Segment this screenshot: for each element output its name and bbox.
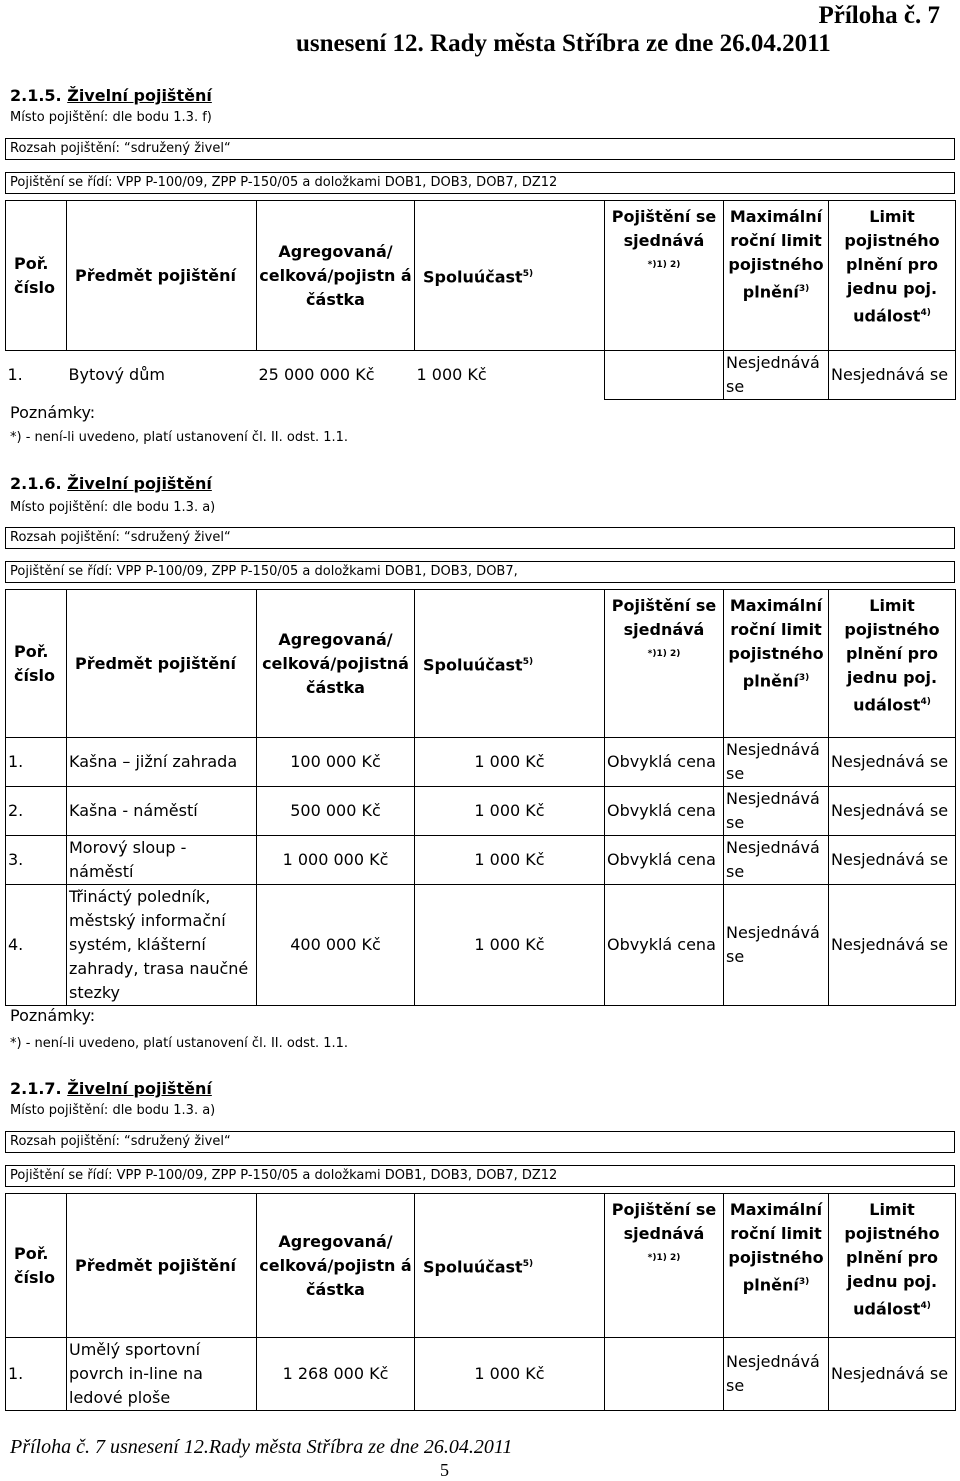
notes-text: *) - není-li uvedeno, platí ustanovení čl. II. odst. 1.1. <box>10 430 349 445</box>
row-limit: Nesjednává se <box>829 787 956 836</box>
section-name: Živelní pojištění <box>67 474 212 493</box>
notes-text: *) - není-li uvedeno, platí ustanovení čl. II. odst. 1.1. <box>10 1036 349 1051</box>
row-max: Nesjednává se <box>724 836 829 885</box>
row-no: 4. <box>6 885 67 1006</box>
col-sjednava: Pojištění se sjednává $^{*)1) 2)}$ <box>605 1194 724 1338</box>
row-basis <box>605 1338 724 1411</box>
row-amount: 100 000 Kč <box>257 738 415 787</box>
insurance-table <box>5 589 956 1006</box>
row-amount: 400 000 Kč <box>257 885 415 1006</box>
table-row <box>6 885 956 1006</box>
col-max-limit: Maximální roční limit pojistného plnění$^{3)}$ <box>724 201 829 351</box>
col-max-limit: Maximální roční limit pojistného plnění$^{3)}$ <box>724 590 829 738</box>
row-item: Umělý sportovní povrch in-line na ledové ploše <box>67 1338 257 1411</box>
row-deductible: 1 000 Kč <box>416 365 487 385</box>
row-limit: Nesjednává se <box>829 738 956 787</box>
table-header-row <box>6 1194 956 1338</box>
col-por: Poř. číslo <box>6 590 67 738</box>
row-item: Třináctý poledník, městský informační systém, klášterní zahrady, trasa naučné stezky <box>67 885 257 1006</box>
row-no: 2. <box>6 787 67 836</box>
col-castka: Agregovaná/ celková/pojistn á částka <box>257 1194 415 1338</box>
row-amount: 500 000 Kč <box>257 787 415 836</box>
row-max: Nesjednává se <box>724 787 829 836</box>
row-no: 3. <box>6 836 67 885</box>
row-deductible: 1 000 Kč <box>415 1338 605 1411</box>
table-row <box>6 787 956 836</box>
row-limit: Nesjednává se <box>829 836 956 885</box>
col-sjednava: Pojištění se sjednává $^{*)1) 2)}$ <box>605 590 724 738</box>
section-number: 2.1.6. <box>10 474 62 493</box>
row-deductible: 1 000 Kč <box>415 787 605 836</box>
table-header-row <box>6 201 956 351</box>
insurance-place: Místo pojištění: dle bodu 1.3. a) <box>10 1103 216 1118</box>
section-title <box>10 1079 212 1098</box>
col-spoluucast: Spoluúčast$^{5)}$ <box>415 1194 605 1338</box>
insurance-table <box>5 1193 956 1411</box>
row-item: Kašna – jižní zahrada <box>67 738 257 787</box>
row-limit: Nesjednává se <box>829 885 956 1006</box>
row-deductible: 1 000 Kč <box>415 738 605 787</box>
row-amount: 1 000 000 Kč <box>257 836 415 885</box>
insurance-terms: Pojištění se řídí: VPP P-100/09, ZPP P-150/05 a doložkami DOB1, DOB3, DOB7, <box>10 564 518 579</box>
section-title <box>10 86 212 105</box>
row-item: Morový sloup - náměstí <box>67 836 257 885</box>
insurance-place: Místo pojištění: dle bodu 1.3. a) <box>10 500 216 515</box>
col-predmet: Předmět pojištění <box>67 201 257 351</box>
col-sjednava: Pojištění se sjednává $^{*)1) 2)}$ <box>605 201 724 351</box>
row-max: Nesjednává se <box>724 1338 829 1411</box>
col-por: Poř. číslo <box>6 1194 67 1338</box>
col-spoluucast: Spoluúčast$^{5)}$ <box>415 201 605 351</box>
row-deductible: 1 000 Kč <box>415 836 605 885</box>
page-number: 5 <box>440 1460 449 1480</box>
row-limit: Nesjednává se <box>829 1338 956 1411</box>
row-basis: Obvyklá cena <box>605 787 724 836</box>
row-max: Nesjednává se <box>724 885 829 1006</box>
insurance-scope: Rozsah pojištění: “sdružený živel“ <box>10 1134 231 1149</box>
row-amount: 25 000 000 Kč <box>258 365 375 385</box>
table-row <box>6 351 956 400</box>
appendix-label: Příloha č. 7 <box>818 2 940 29</box>
insurance-place: Místo pojištění: dle bodu 1.3. f) <box>10 110 212 125</box>
section-name: Živelní pojištění <box>67 86 212 105</box>
footer-text: Příloha č. 7 usnesení 12.Rady města Stříbra ze dne 26.04.2011 <box>10 1436 513 1458</box>
notes-label: Poznámky: <box>10 1006 96 1025</box>
insurance-scope: Rozsah pojištění: “sdružený živel“ <box>10 530 231 545</box>
section-number: 2.1.5. <box>10 86 62 105</box>
col-limit: Limit pojistného plnění pro jednu poj. událost$^{4)}$ <box>829 590 956 738</box>
col-castka: Agregovaná/ celková/pojistn á částka <box>257 201 415 351</box>
section-title <box>10 474 212 493</box>
row-no: 1. <box>7 365 23 385</box>
section-name: Živelní pojištění <box>67 1079 212 1098</box>
insurance-terms: Pojištění se řídí: VPP P-100/09, ZPP P-150/05 a doložkami DOB1, DOB3, DOB7, DZ12 <box>10 175 558 190</box>
row-no: 1. <box>6 738 67 787</box>
row-no: 1. <box>6 1338 67 1411</box>
row-basis <box>605 351 724 400</box>
notes-label: Poznámky: <box>10 403 96 422</box>
col-castka: Agregovaná/ celková/pojistná částka <box>257 590 415 738</box>
insurance-table <box>5 200 956 400</box>
table-header-row <box>6 590 956 738</box>
row-max: Nesjednává se <box>724 351 829 400</box>
section-number: 2.1.7. <box>10 1079 62 1098</box>
col-spoluucast: Spoluúčast$^{5)}$ <box>415 590 605 738</box>
row-basis: Obvyklá cena <box>605 836 724 885</box>
row-amount: 1 268 000 Kč <box>257 1338 415 1411</box>
col-predmet: Předmět pojištění <box>67 1194 257 1338</box>
row-deductible: 1 000 Kč <box>415 885 605 1006</box>
table-row <box>6 1338 956 1411</box>
col-limit: Limit pojistného plnění pro jednu poj. událost$^{4)}$ <box>829 1194 956 1338</box>
col-predmet: Předmět pojištění <box>67 590 257 738</box>
row-item: Kašna - náměstí <box>67 787 257 836</box>
row-basis: Obvyklá cena <box>605 738 724 787</box>
col-max-limit: Maximální roční limit pojistného plnění$^{3)}$ <box>724 1194 829 1338</box>
insurance-terms: Pojištění se řídí: VPP P-100/09, ZPP P-150/05 a doložkami DOB1, DOB3, DOB7, DZ12 <box>10 1168 558 1183</box>
resolution-title: usnesení 12. Rady města Stříbra ze dne 26.04.2011 <box>296 30 831 57</box>
table-row <box>6 738 956 787</box>
row-max: Nesjednává se <box>724 738 829 787</box>
col-limit: Limit pojistného plnění pro jednu poj. událost$^{4)}$ <box>829 201 956 351</box>
row-limit: Nesjednává se <box>829 351 956 400</box>
insurance-scope: Rozsah pojištění: “sdružený živel“ <box>10 141 231 156</box>
table-row <box>6 836 956 885</box>
row-item: Bytový dům <box>68 365 165 385</box>
col-por: Poř. číslo <box>6 201 67 351</box>
row-basis: Obvyklá cena <box>605 885 724 1006</box>
